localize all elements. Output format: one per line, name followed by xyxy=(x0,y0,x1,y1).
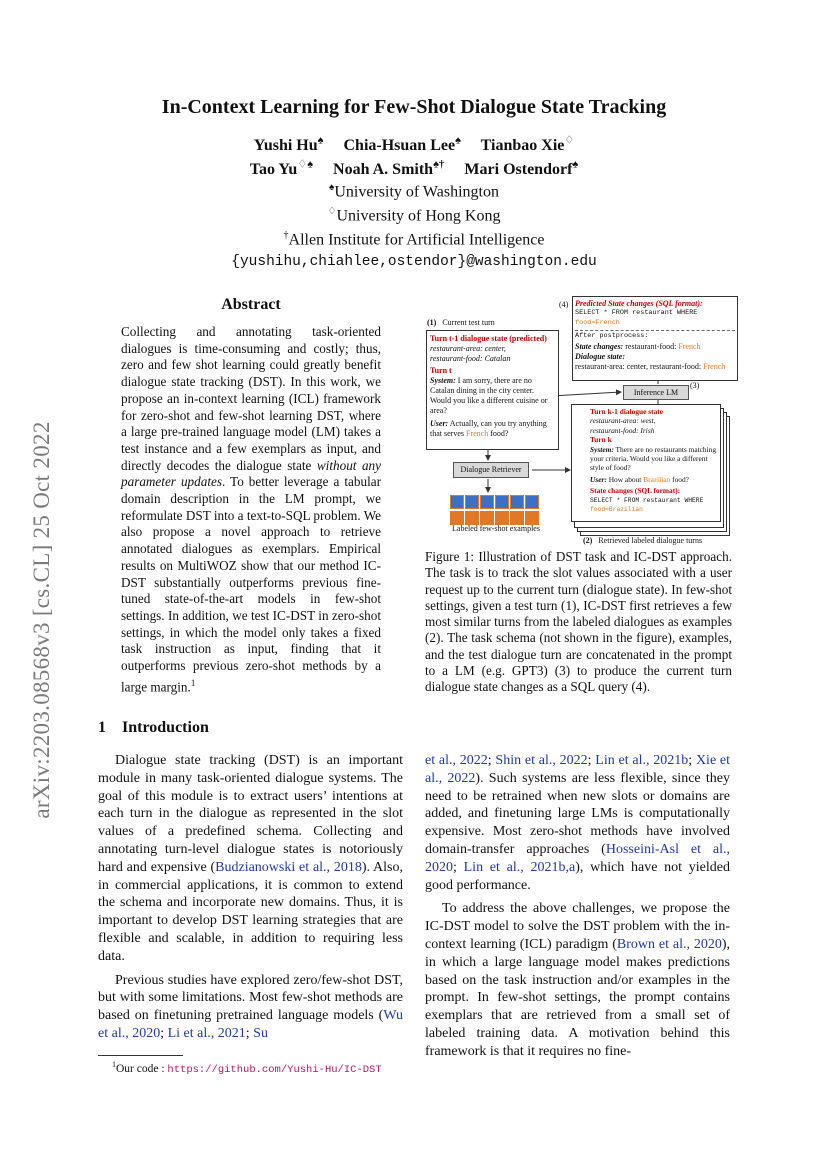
author: Mari Ostendorf♠ xyxy=(464,159,579,179)
affiliation: †Allen Institute for Artificial Intelligence xyxy=(283,230,545,249)
citation-link[interactable]: Wu et al., 2020 xyxy=(98,1008,403,1041)
abstract-text: Collecting and annotating task-oriented dialogues is time-consuming and costly; thus, zero and few shot learning could greatly benefit dialogue state tracking (DST). In this work, we propose an in-context learning (ICL) framework for zero-shot and few-shot learning DST, where a large pre-trained language model (LM) takes a test instance and a few exemplars as input, and directly decodes the dialogue state without any parameter updates. To better leverage a tabular domain description in the LM prompt, we reformulate DST into a text-to-SQL problem. We also propose a novel approach to retrieve annotated dialogues as exemplars. Empirical results on MultiWOZ show that our method IC-DST substantially outperforms previous fine-tuned state-of-the-art models in few-shot settings. In addition, we test IC-DST in zero-shot settings, in which the model only takes a fixed task instruction as input, finding that it outperforms previous zero-shot methods by a large margin.$^1$ xyxy=(121,324,381,695)
example-square xyxy=(510,511,524,525)
example-square xyxy=(480,511,494,525)
turn-label: Turn t xyxy=(430,366,452,376)
system-utterance: System: There are no restaurants matching your criteria. Would you like a different style of food? xyxy=(590,444,717,473)
citation-link[interactable]: Lin et al., 2021b,a xyxy=(463,859,576,875)
citation-link[interactable]: Su xyxy=(253,1025,268,1041)
example-square xyxy=(525,511,539,525)
system-utterance: System: I am sorry, there are no Catalan dining in the city center. Would you like a different cuisine or area? xyxy=(430,376,548,415)
dialogue-state-label: Dialogue state: xyxy=(575,351,625,361)
abstract-heading: Abstract xyxy=(221,296,281,313)
few-shot-examples-grid xyxy=(450,495,550,525)
paper-title: In-Context Learning for Few-Shot Dialogue State Tracking xyxy=(161,96,667,118)
author: Tianbao Xie♢ xyxy=(480,135,575,155)
example-square xyxy=(465,495,479,509)
state-line: restaurant-food: Catalan xyxy=(430,353,511,363)
intro-left-column xyxy=(98,752,403,1049)
user-utterance: User: How about Brazilian food? xyxy=(590,474,689,484)
few-shot-label: Labeled few-shot examples xyxy=(452,524,540,533)
arrow xyxy=(551,392,621,396)
sql-line: food=French xyxy=(575,318,620,327)
citation-link[interactable]: Budzianowski et al., 2018 xyxy=(215,859,362,875)
prediction-box xyxy=(572,296,738,381)
footnote: $^1$Our code : https://github.com/Yushi-Hu/IC-DST xyxy=(112,1060,382,1076)
citation-link[interactable]: Shin et al., 2022 xyxy=(495,753,588,768)
paragraph: Previous studies have explored zero/few-shot DST, but with some limitations. Most few-shot methods are based on finetuning pretrained language models (Wu et al., 2020; Li et al., 2021; Su xyxy=(98,972,403,1041)
example-square xyxy=(465,511,479,525)
intro-right-column xyxy=(425,752,730,1067)
citation-link[interactable]: Li et al., 2021 xyxy=(167,1025,246,1041)
figure-label: (3) xyxy=(690,381,700,390)
footnote-ref[interactable]: 1 xyxy=(190,677,196,688)
example-square xyxy=(525,495,539,509)
figure-label: (2) Retrieved labeled dialogue turns xyxy=(583,536,703,545)
example-state-title: Turn k-1 dialogue state xyxy=(590,407,664,416)
state-line: restaurant-food: Irish xyxy=(590,425,655,435)
dialogue-retriever-block: Dialogue Retriever xyxy=(453,462,529,478)
author: Noah A. Smith♠† xyxy=(333,159,445,179)
example-square xyxy=(495,495,509,509)
figure-caption: Figure 1: Illustration of DST task and IC-DST approach. The task is to track the slot values associated with a user request up to the current turn (dialogue state). In few-shot settings, given a test turn (1), IC-DST first retrieves a few most similar turns from the labeled dialogues as examples (2). The task schema (not shown in the figure), examples, and the test dialogue turn are concatenated in the prompt to a LM (e.g. GPT3) (3) to produce the current turn dialogue state changes as a SQL query (4). xyxy=(425,549,732,695)
postprocess-title: After postprocess: xyxy=(575,332,649,341)
example-square xyxy=(450,495,464,509)
sql-line: SELECT * FROM restaurant WHERE xyxy=(575,308,698,317)
figure-label: (4) xyxy=(559,300,569,309)
sql-line: food=Brazilian xyxy=(590,506,643,514)
prediction-title: Predicted State changes (SQL format): xyxy=(575,299,703,308)
citation-link[interactable]: Brown et al., 2020 xyxy=(616,936,722,952)
example-square xyxy=(510,495,524,509)
example-square xyxy=(480,495,494,509)
code-url-link[interactable]: https://github.com/Yushi-Hu/IC-DST xyxy=(167,1063,382,1076)
dialogue-state-line: restaurant-area: center, restaurant-food: French xyxy=(575,361,726,371)
author-line-2 xyxy=(0,158,828,179)
author: Yushi Hu♠ xyxy=(253,135,324,155)
inference-lm-block: Inference LM xyxy=(623,385,689,400)
citation-link[interactable]: Xie et al., 2022 xyxy=(425,753,731,786)
state-line: restaurant-area: west, xyxy=(590,416,656,426)
paragraph: Dialogue state tracking (DST) is an important module in many task-oriented dialogue systems. The goal of this module is to extract users’ intentions at each turn in the dialogue as represented in the slot values of a predefined schema. Collecting and annotating turn-level dialogue states is notoriously hard and expensive (Budzianowski et al., 2018). Also, in commercial applications, it is common to extend the schema and incorporate new domains. Thus, it is important to develop DST learning strategies that are flexible and scalable, in addition to requiring less data. xyxy=(98,753,403,964)
retrieved-example-box xyxy=(571,404,721,522)
example-sql-title: State changes (SQL format): xyxy=(590,486,681,496)
example-square xyxy=(450,511,464,525)
turn-label: Turn k xyxy=(590,435,612,445)
author-line-1 xyxy=(0,134,828,155)
citation-link[interactable]: Lin et al., 2021b xyxy=(595,753,689,768)
figure-label: (1) Current test turn xyxy=(427,318,495,327)
state-line: restaurant-area: center, xyxy=(430,343,506,353)
paragraph: To address the above challenges, we propose the IC-DST model to solve the DST problem with the in-context learning (ICL) paradigm (Brown et al., 2020), in which a large language model makes predictions based on the task instruction and/or examples in the prompt. In few-shot settings, the prompt contains exemplars that are retrieved from a small set of labeled training data. A motivation behind this framework is that it requires no fine- xyxy=(425,901,730,1059)
example-square xyxy=(495,511,509,525)
citation-link[interactable]: et al., 2022 xyxy=(425,753,488,768)
user-utterance: User: Actually, can you try anything that serves French food? xyxy=(430,419,547,439)
test-turn-box xyxy=(426,330,559,450)
author: Chia-Hsuan Lee♠ xyxy=(343,135,461,155)
paragraph: et al., 2022; Shin et al., 2022; Lin et al., 2021b; Xie et al., 2022). Such systems are less flexible, since they need to be retrained when new slots or domains are added, and finetuning large LMs is computationally expensive. Most zero-shot methods have involved domain-transfer approaches (Hosseini-Asl et al., 2020; Lin et al., 2021b,a), which have not yielded good performance. xyxy=(425,753,731,893)
author: Tao Yu♢♠ xyxy=(249,159,314,179)
citation-link[interactable]: Hosseini-Asl et al., 2020 xyxy=(425,841,730,875)
section-heading: 1 Introduction xyxy=(98,719,209,736)
sql-line: SELECT * FROM restaurant WHERE xyxy=(590,496,704,504)
state-changes-line: State changes: restaurant-food: French xyxy=(575,342,701,352)
arxiv-side-stamp xyxy=(22,370,62,870)
footnote-rule xyxy=(98,1055,183,1056)
affiliation: ♠University of Washington xyxy=(329,182,499,201)
arxiv-id: arXiv:2203.08568v3 [cs.CL] 25 Oct 2022 xyxy=(29,421,54,819)
test-state-title: Turn t-1 dialogue state (predicted) xyxy=(430,334,547,343)
affiliation: ♢University of Hong Kong xyxy=(327,206,501,225)
figure-1 xyxy=(420,296,740,546)
author-email: {yushihu,chiahlee,ostendor}@washington.edu xyxy=(231,254,597,270)
